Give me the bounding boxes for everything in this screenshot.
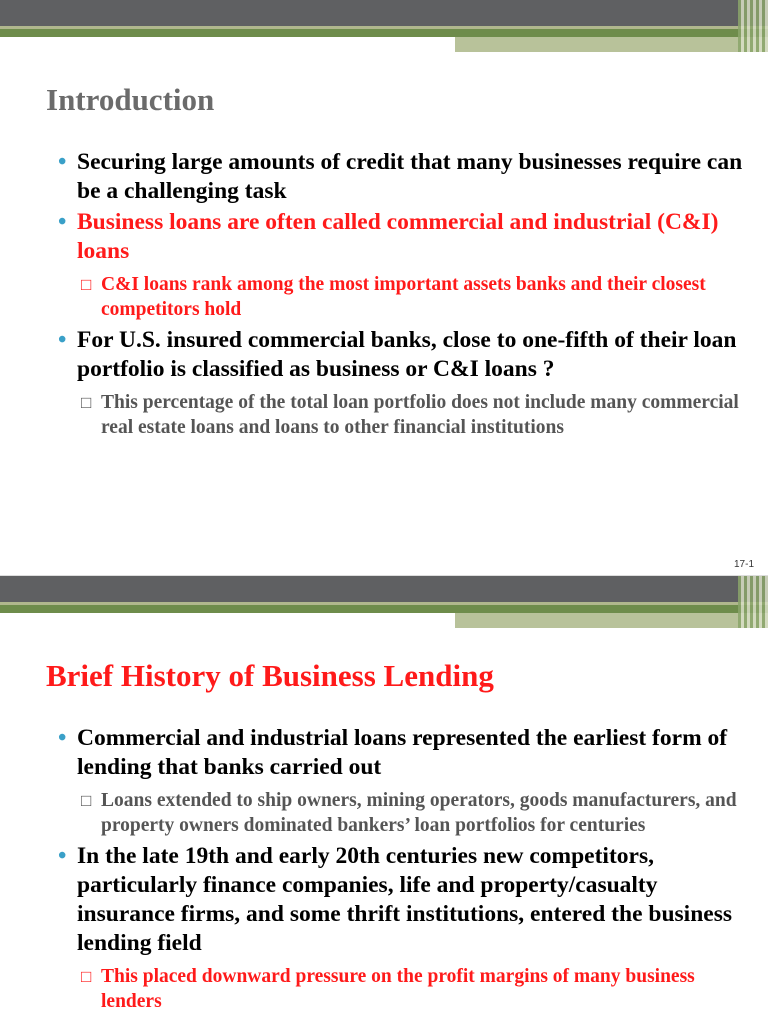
header-decoration-bar — [0, 0, 768, 52]
bullet-item: • Business loans are often called commercial and industrial (C&I) loans — [58, 208, 748, 266]
bullet-item: • For U.S. insured commercial banks, close to one-fifth of their loan portfolio is classified as business or C&I loans ? — [58, 326, 748, 384]
sub-bullet-item: □ C&I loans rank among the most important assets banks and their closest competitors hold — [58, 272, 748, 322]
slide-brief-history — [0, 576, 768, 1024]
bullet-item: • Securing large amounts of credit that many businesses require can be a challenging task — [58, 148, 748, 206]
sub-bullet-item: □ This percentage of the total loan portfolio does not include many commercial real estate loans and loans to other financial institutions — [58, 390, 748, 440]
bullet-list — [58, 148, 748, 444]
header-decoration-bar — [0, 576, 768, 628]
sub-bullet-item: □ This placed downward pressure on the profit margins of many business lenders — [58, 964, 748, 1014]
bullet-item: • In the late 19th and early 20th centuries new competitors, particularly finance companies, life and property/casualty insurance firms, and some thrift institutions, entered the business lending field — [58, 842, 748, 958]
slide-title: Brief History of Business Lending — [46, 658, 494, 693]
slide-title: Introduction — [46, 82, 215, 117]
bullet-item: • Commercial and industrial loans represented the earliest form of lending that banks carried out — [58, 724, 748, 782]
sub-bullet-item: □ Loans extended to ship owners, mining operators, goods manufacturers, and property owners dominated bankers’ loan portfolios for centuries — [58, 788, 748, 838]
page-number: 17-1 — [733, 559, 754, 570]
bullet-list — [58, 724, 748, 1018]
